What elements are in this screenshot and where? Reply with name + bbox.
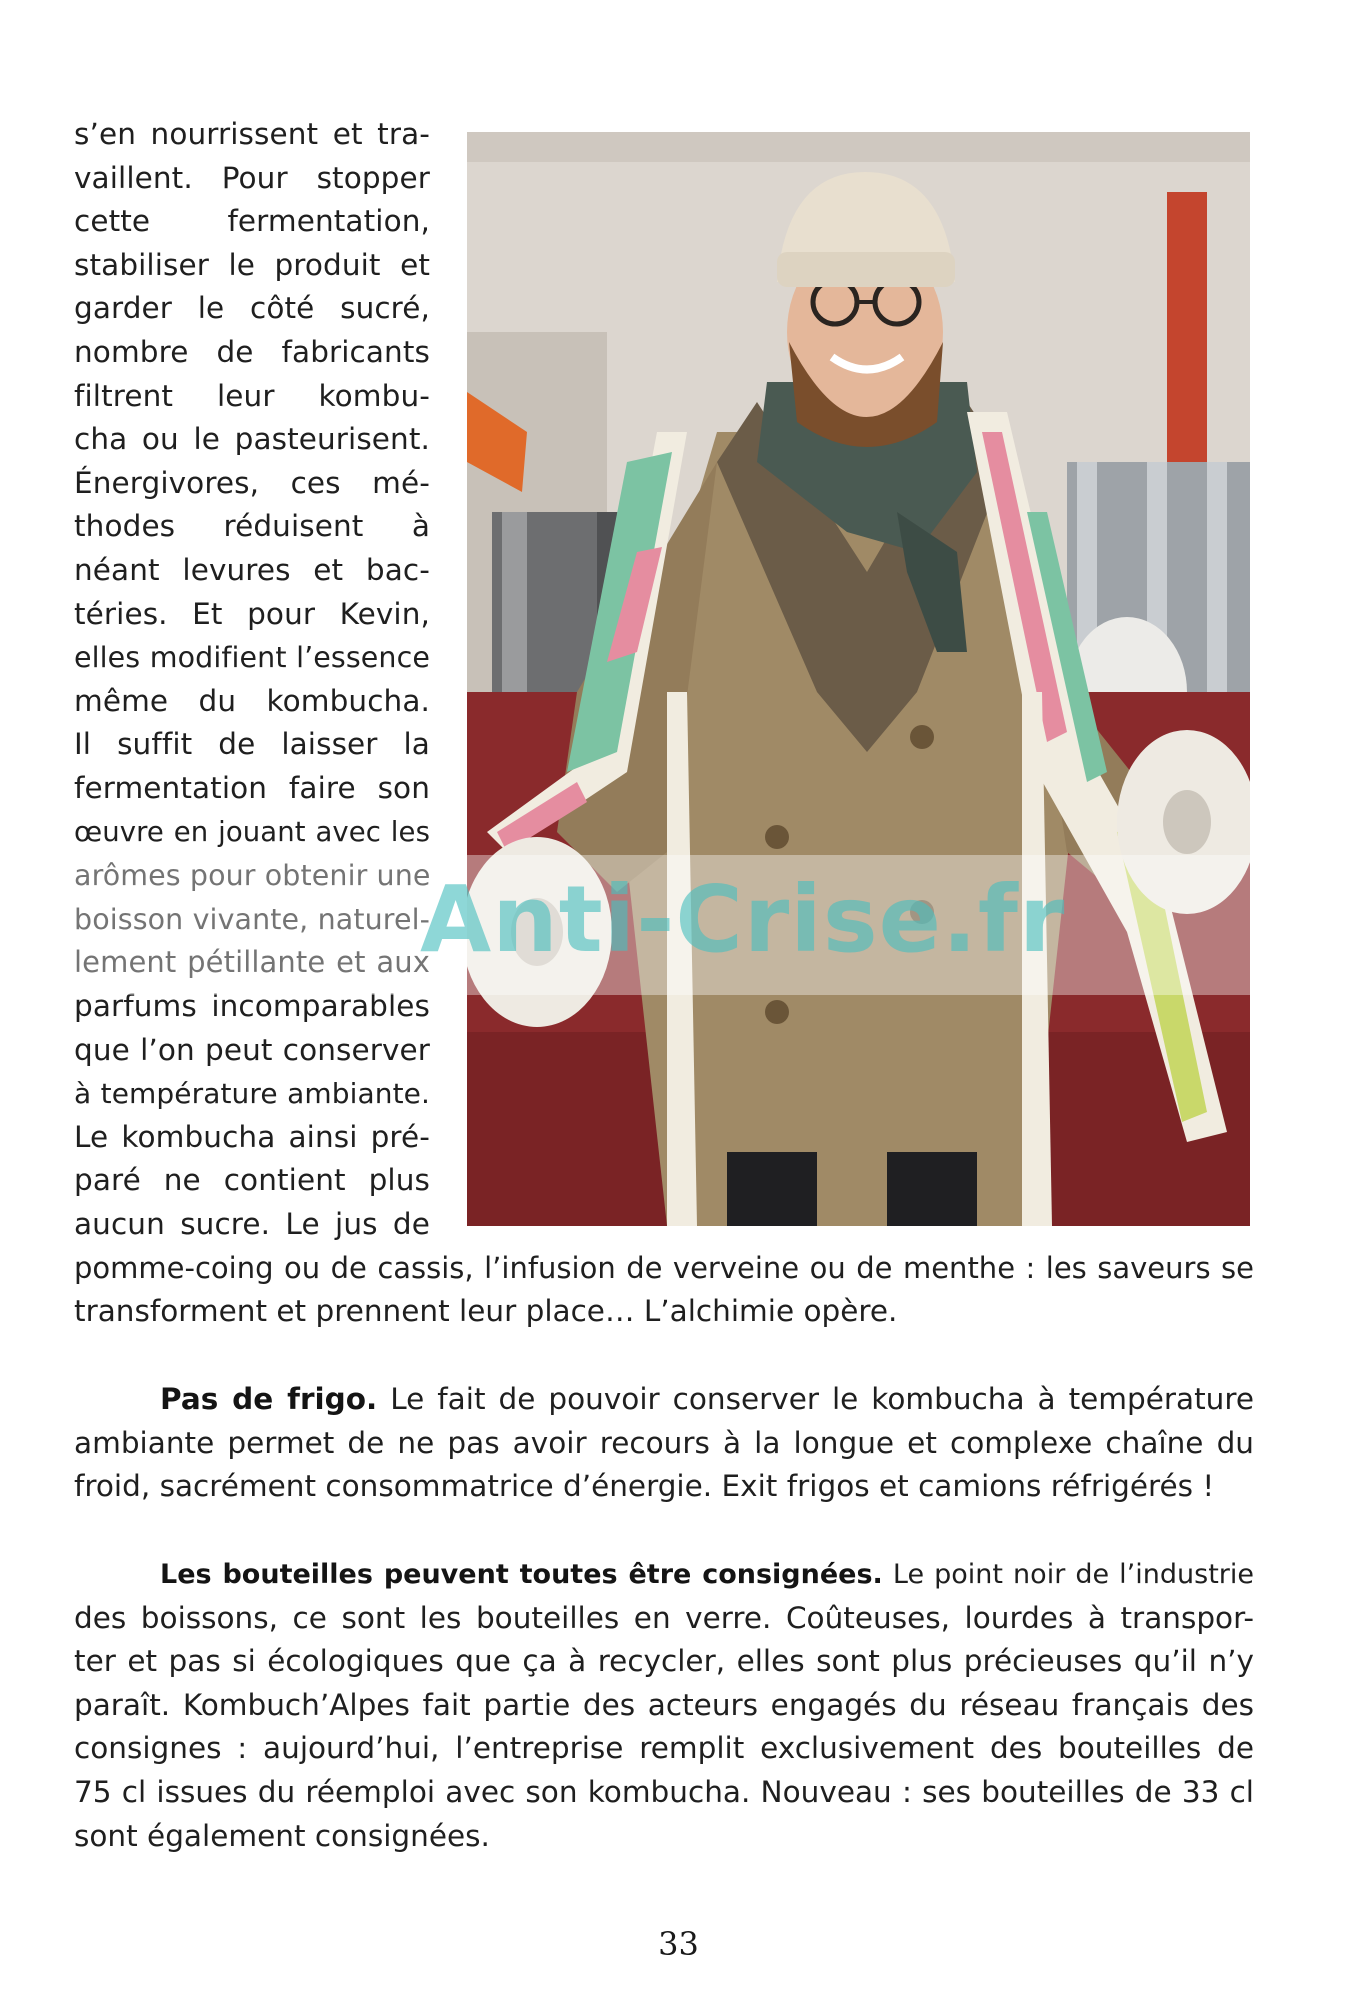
column-line: filtrent leur kombu-	[74, 378, 430, 413]
watermark-text: Anti-Crise.fr	[420, 866, 1066, 973]
column-line: téries. Et pour Kevin,	[74, 596, 430, 631]
paragraph-line: pomme-coing ou de cassis, l’infusion de verveine ou de menthe : les saveurs se	[74, 1250, 1254, 1285]
column-line: lement pétillante et aux	[74, 945, 430, 980]
column-line: cette fermentation,	[74, 204, 430, 239]
paragraph-line: 75 cl issues du réemploi avec son kombucha. Nouveau : ses bouteilles de 33 cl	[74, 1775, 1254, 1809]
column-line: œuvre en jouant avec les	[74, 815, 430, 848]
paragraph-line: des boissons, ce sont les bouteilles en verre. Coûteuses, lourdes à transpor-	[74, 1600, 1254, 1635]
column-line: Il suffit de laisser la	[74, 727, 430, 762]
paragraph-line: ter et pas si écologiques que ça à recycler, elles sont plus précieuses qu’il n’y	[74, 1644, 1254, 1679]
paragraph-line: paraît. Kombuch’Alpes fait partie des acteurs engagés du réseau français des	[74, 1687, 1254, 1722]
column-line: vaillent. Pour stopper	[74, 160, 430, 195]
frigo-paragraph-first-line	[160, 1378, 1254, 1422]
bouteilles-paragraph-first-line	[160, 1553, 1254, 1597]
page-number: 33	[658, 1925, 699, 1963]
paragraph-line: ambiante permet de ne pas avoir recours à la longue et complexe chaîne du	[74, 1425, 1254, 1460]
frigo-heading: Pas de frigo.	[160, 1382, 378, 1416]
column-line: boisson vivante, naturel-	[74, 902, 430, 936]
column-line: néant levures et bac-	[74, 553, 430, 587]
column-line: Le kombucha ainsi pré-	[74, 1119, 430, 1154]
paragraph-line: consignes : aujourd’hui, l’entreprise remplit exclusivement des bouteilles de	[74, 1731, 1254, 1766]
column-line: stabiliser le produit et	[74, 247, 430, 282]
column-line: Énergivores, ces mé-	[74, 465, 430, 500]
column-line: nombre de fabricants	[74, 335, 430, 369]
column-line: elles modifient l’essence	[74, 641, 430, 675]
column-line: fermentation faire son	[74, 771, 430, 805]
paragraph-line: sont également consignées.	[74, 1818, 490, 1853]
column-line: arômes pour obtenir une	[74, 859, 431, 893]
column-line: parfums incomparables	[74, 989, 430, 1023]
photo-illustration	[467, 132, 1250, 1226]
column-line: même du kombucha.	[74, 683, 430, 718]
bouteilles-heading: Les bouteilles peuvent toutes être consignées.	[160, 1559, 883, 1590]
frigo-line-text: Le fait de pouvoir conserver le kombucha à température	[377, 1382, 1255, 1416]
paragraph-line: transforment et prennent leur place… L’alchimie opère.	[74, 1294, 898, 1329]
photo-man-with-label-rolls	[467, 132, 1250, 1226]
column-line: cha ou le pasteurisent.	[74, 422, 430, 457]
column-line: paré ne contient plus	[74, 1163, 430, 1198]
column-line: que l’on peut conserver	[74, 1032, 430, 1067]
bouteilles-line-text: Le point noir de l’industrie	[882, 1559, 1254, 1590]
column-line: s’en nourrissent et tra-	[74, 117, 430, 151]
column-line: à température ambiante.	[74, 1077, 430, 1111]
column-line: thodes réduisent à	[74, 509, 430, 544]
column-line: aucun sucre. Le jus de	[74, 1207, 430, 1241]
paragraph-line: froid, sacrément consommatrice d’énergie. Exit frigos et camions réfrigérés !	[74, 1469, 1215, 1504]
column-line: garder le côté sucré,	[74, 291, 430, 326]
